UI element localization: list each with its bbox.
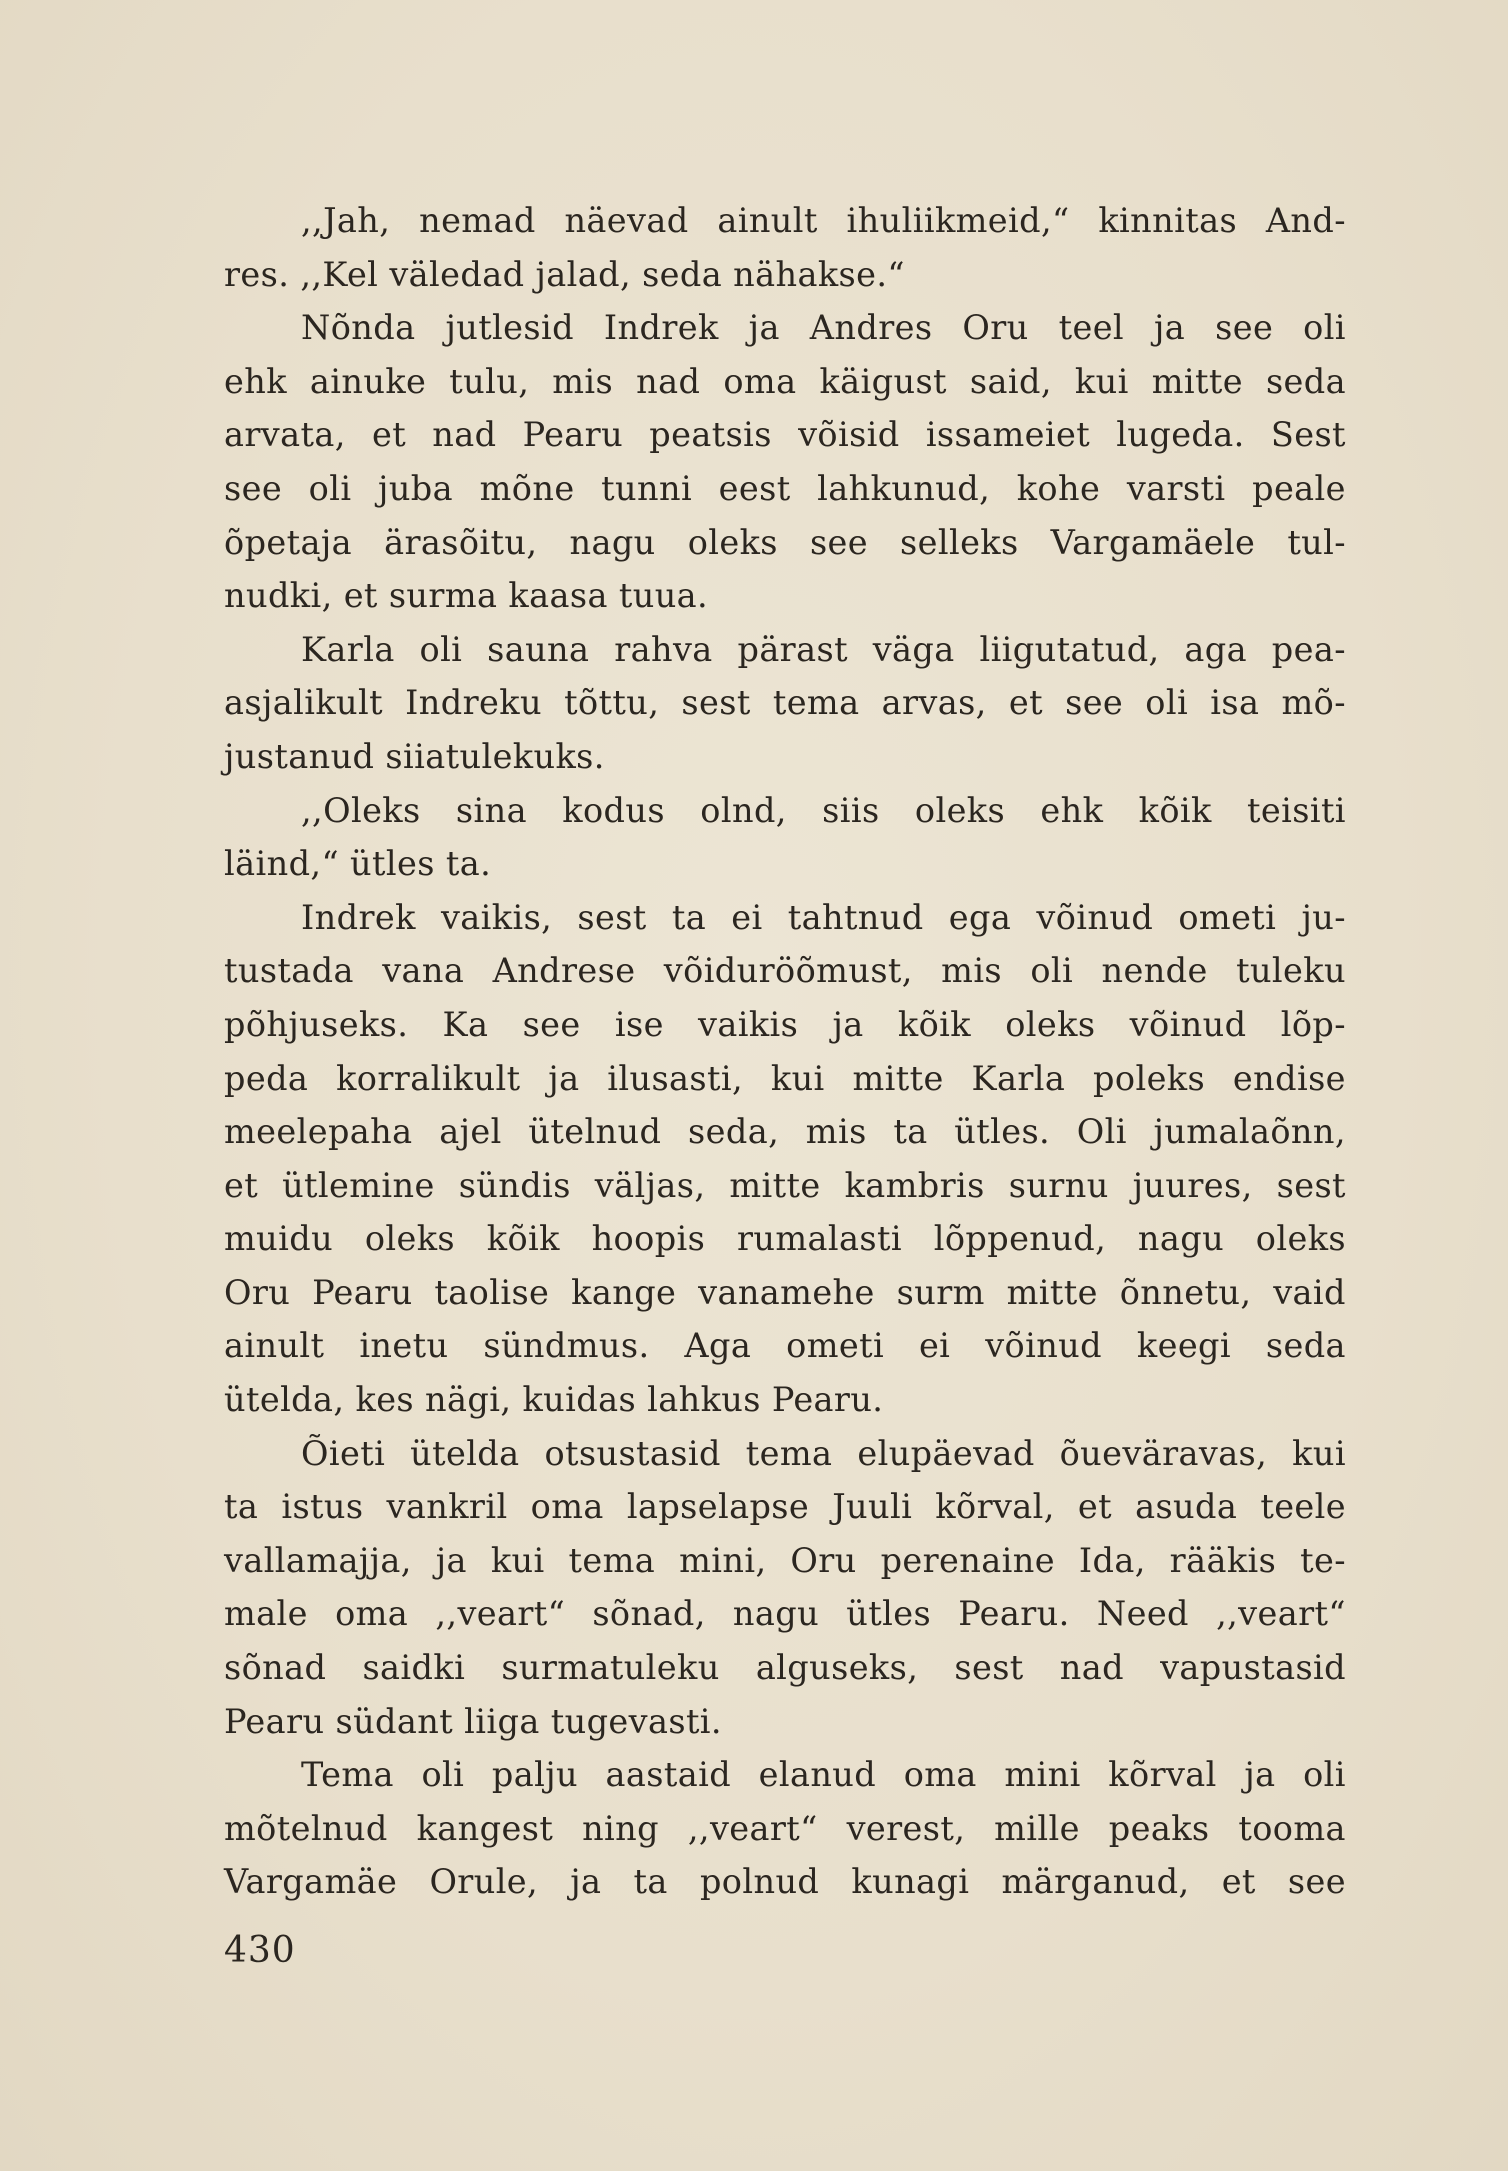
word: ütles.: [954, 1112, 1051, 1152]
word: Oli: [1076, 1112, 1127, 1152]
word: oli: [1303, 308, 1346, 348]
word: palju: [491, 1755, 578, 1795]
word: mitte: [729, 1165, 821, 1205]
word: Ka: [442, 1004, 489, 1044]
text-line: [224, 1427, 1346, 1481]
word: ajel: [439, 1112, 502, 1152]
text-line: justanud siiatulekuks.: [224, 736, 605, 776]
word: eest: [718, 468, 791, 508]
word: ja: [748, 308, 780, 348]
word: nad: [636, 361, 701, 401]
word: ja: [570, 1862, 602, 1902]
word: väljas,: [594, 1165, 706, 1205]
word: oli: [1030, 951, 1074, 991]
word: Orule,: [429, 1862, 539, 1902]
word: isa: [1210, 683, 1260, 723]
word: asjalikult: [224, 683, 384, 723]
word: ei: [918, 1326, 951, 1366]
word: arvata,: [224, 415, 346, 455]
text-line: [224, 1159, 1346, 1213]
word: ju-: [1301, 897, 1346, 937]
word: rumalasti: [736, 1219, 902, 1259]
word: tahtnud: [787, 897, 924, 937]
word: kambris: [844, 1165, 985, 1205]
word: oli: [308, 468, 352, 508]
word: kõik: [486, 1219, 560, 1259]
word: seda: [1265, 361, 1346, 401]
text-line: res. ,,Kel väledad jalad, seda nähakse.“: [224, 254, 905, 294]
word: tunni: [601, 468, 693, 508]
word: oleks: [1005, 1004, 1096, 1044]
text-line: [224, 355, 1346, 409]
word: Andrese: [492, 951, 636, 991]
word: olnd,: [700, 790, 787, 830]
word: ,,veart“: [1216, 1594, 1346, 1634]
text-line: [224, 1748, 1346, 1802]
word: vana: [382, 951, 465, 991]
word: mini,: [679, 1540, 767, 1580]
word: said,: [969, 361, 1052, 401]
word: nagu: [569, 522, 656, 562]
word: see: [1065, 683, 1124, 723]
word: ja: [1154, 308, 1186, 348]
word: oma: [723, 361, 797, 401]
text-line: [224, 1802, 1346, 1856]
word: ometi: [786, 1326, 885, 1366]
word: see: [809, 522, 868, 562]
word: kange: [571, 1272, 677, 1312]
word: mitte: [1006, 1272, 1098, 1312]
text-line: [224, 462, 1346, 516]
word: tema: [568, 1540, 656, 1580]
word: peda: [224, 1058, 309, 1098]
text-line: [224, 1052, 1346, 1106]
word: võinud: [1129, 1004, 1247, 1044]
word: inetu: [359, 1326, 449, 1366]
word: vaid: [1273, 1272, 1346, 1312]
word: õueväravas,: [1059, 1433, 1268, 1473]
word: nagu: [1137, 1219, 1225, 1259]
word: muidu: [224, 1219, 334, 1259]
text-line: [224, 944, 1346, 998]
word: endise: [1232, 1058, 1346, 1098]
word: mõne: [479, 468, 575, 508]
word: märganud,: [1001, 1862, 1190, 1902]
word: peatsis: [649, 415, 772, 455]
word: Vargamäele: [1050, 522, 1256, 562]
word: ja: [1244, 1755, 1276, 1795]
word: jumalaõnn,: [1153, 1112, 1346, 1152]
word: oleks: [1255, 1219, 1346, 1259]
word: siis: [822, 790, 880, 830]
word: kui: [1074, 361, 1129, 401]
word: kõrval: [1108, 1755, 1217, 1795]
text-line: [224, 998, 1346, 1052]
word: Ida,: [1078, 1540, 1146, 1580]
word: et: [371, 415, 407, 455]
word: juures,: [1132, 1165, 1253, 1205]
word: oma: [903, 1755, 977, 1795]
body-text: [224, 194, 1346, 1909]
word: tustada: [224, 951, 354, 991]
word: nemad: [419, 201, 536, 240]
word: polnud: [699, 1862, 820, 1902]
word: oma: [530, 1487, 604, 1527]
text-line: [224, 408, 1346, 462]
word: Need: [1096, 1594, 1189, 1634]
word: Nõnda: [301, 308, 416, 348]
word: And-: [1265, 201, 1346, 240]
word: verest,: [846, 1808, 966, 1848]
word: vaikis,: [440, 897, 553, 937]
word: teisiti: [1247, 790, 1346, 830]
text-line: [224, 301, 1346, 355]
word: ütelnud: [528, 1112, 662, 1152]
word: et: [1077, 1487, 1113, 1527]
word: ega: [948, 897, 1012, 937]
text-line: [224, 1587, 1346, 1641]
text-line: ütelda, kes nägi, kuidas lahkus Pearu.: [224, 1380, 884, 1420]
word: vankril: [386, 1487, 508, 1527]
word: tema: [772, 683, 860, 723]
word: õpetaja: [224, 522, 353, 562]
word: sõnad: [224, 1648, 327, 1688]
word: mõ-: [1281, 683, 1346, 723]
word: ,,veart“: [687, 1808, 818, 1848]
word: ning: [582, 1808, 659, 1848]
word: Andres: [809, 308, 933, 348]
word: pärast: [737, 629, 848, 669]
word: see: [224, 468, 283, 508]
word: nad: [432, 415, 497, 455]
text-line: [224, 676, 1346, 730]
word: lõp-: [1280, 1004, 1346, 1044]
text-line: [224, 1480, 1346, 1534]
word: juba: [378, 468, 454, 508]
word: võinud: [1036, 897, 1154, 937]
word: sündmus.: [483, 1326, 650, 1366]
text-line: [224, 1855, 1346, 1909]
word: kodus: [562, 790, 665, 830]
word: Karla: [301, 629, 395, 669]
word: saidki: [362, 1648, 466, 1688]
word: sest: [681, 683, 751, 723]
word: kui: [1292, 1433, 1346, 1473]
word: otsustasid: [544, 1433, 721, 1473]
word: teel: [1058, 308, 1125, 348]
text-line: Pearu südant liiga tugevasti.: [224, 1701, 722, 1741]
text-line: [224, 891, 1346, 945]
word: see: [1215, 308, 1274, 348]
word: peaks: [1108, 1808, 1210, 1848]
word: mini: [1004, 1755, 1081, 1795]
word: ei: [731, 897, 763, 937]
word: mis: [805, 1112, 867, 1152]
word: sina: [455, 790, 527, 830]
word: nagu: [732, 1594, 820, 1634]
word: mille: [994, 1808, 1080, 1848]
word: vaikis: [698, 1004, 799, 1044]
page-number: 430: [224, 1930, 296, 1971]
word: ütles: [846, 1594, 932, 1634]
word: rääkis: [1169, 1540, 1277, 1580]
word: vanamehe: [698, 1272, 875, 1312]
word: ,,Oleks: [301, 790, 421, 830]
word: võisid: [798, 415, 900, 455]
word: väga: [872, 629, 955, 669]
word: te-: [1300, 1540, 1346, 1580]
word: kui: [770, 1058, 825, 1098]
text-line: [224, 1105, 1346, 1159]
text-line: [224, 1534, 1346, 1588]
word: oli: [419, 629, 463, 669]
word: oleks: [687, 522, 778, 562]
word: ilusasti,: [607, 1058, 744, 1098]
word: ehk: [1040, 790, 1104, 830]
word: nad: [1059, 1648, 1124, 1688]
word: võinud: [985, 1326, 1102, 1366]
word: ütlemine: [282, 1165, 435, 1205]
word: taolise: [434, 1272, 550, 1312]
word: mitte: [852, 1058, 944, 1098]
word: sest: [577, 897, 647, 937]
word: tõttu,: [564, 683, 660, 723]
word: oli: [1303, 1755, 1346, 1795]
word: Aga: [684, 1326, 752, 1366]
word: ,,Jah,: [301, 201, 391, 240]
word: issameiet: [925, 415, 1091, 455]
word: põhjuseks.: [224, 1004, 409, 1044]
word: lapselapse: [626, 1487, 810, 1527]
word: Vargamäe: [224, 1862, 398, 1902]
word: sõnad,: [592, 1594, 706, 1634]
word: teele: [1260, 1487, 1346, 1527]
word: ja: [548, 1058, 580, 1098]
word: aga: [1184, 629, 1247, 669]
word: ta: [224, 1487, 259, 1527]
word: Oru: [224, 1272, 291, 1312]
word: mis: [552, 361, 614, 401]
word: ainult: [224, 1326, 325, 1366]
word: Oru: [962, 308, 1029, 348]
word: oli: [421, 1755, 465, 1795]
text-line: nudki, et surma kaasa tuua.: [224, 576, 709, 616]
word: vapustasid: [1160, 1648, 1346, 1688]
word: ainult: [717, 201, 818, 240]
word: oleks: [914, 790, 1006, 830]
word: ehk: [224, 361, 287, 401]
word: tulu,: [449, 361, 530, 401]
word: poleks: [1093, 1058, 1206, 1098]
word: Oru: [790, 1540, 857, 1580]
word: ihuliikmeid,“: [846, 201, 1070, 240]
word: oleks: [364, 1219, 456, 1259]
word: peale: [1252, 468, 1346, 508]
word: Õieti: [301, 1433, 386, 1473]
word: liigutatud,: [979, 629, 1160, 669]
word: mõtelnud: [224, 1808, 388, 1848]
text-line: [224, 1641, 1346, 1695]
word: ta: [893, 1112, 928, 1152]
word: kõrval,: [935, 1487, 1055, 1527]
word: lõppenud,: [933, 1219, 1107, 1259]
word: see: [522, 1004, 581, 1044]
word: mis: [941, 951, 1003, 991]
word: korralikult: [336, 1058, 521, 1098]
word: kinnitas: [1098, 201, 1238, 240]
word: jutlesid: [445, 308, 574, 348]
word: surnu: [1008, 1165, 1109, 1205]
word: kangest: [416, 1808, 554, 1848]
word: lahkunud,: [817, 468, 991, 508]
word: meelepaha: [224, 1112, 413, 1152]
word: ta: [671, 897, 707, 937]
word: tul-: [1287, 522, 1346, 562]
word: käigust: [819, 361, 947, 401]
word: alguseks,: [755, 1648, 919, 1688]
word: rahva: [614, 629, 713, 669]
word: selleks: [900, 522, 1019, 562]
word: keegi: [1136, 1326, 1231, 1366]
word: kõik: [897, 1004, 971, 1044]
word: asuda: [1135, 1487, 1238, 1527]
word: Indrek: [301, 897, 416, 937]
word: Juuli: [832, 1487, 913, 1527]
word: Karla: [971, 1058, 1066, 1098]
word: kunagi: [851, 1862, 970, 1902]
word: lugeda.: [1116, 415, 1245, 455]
word: tema: [745, 1433, 833, 1473]
word: mitte: [1151, 361, 1243, 401]
word: Pearu: [522, 415, 624, 455]
word: sest: [954, 1648, 1024, 1688]
word: Indreku: [405, 683, 542, 723]
word: perenaine: [880, 1540, 1055, 1580]
word: oma: [335, 1594, 409, 1634]
word: ometi: [1178, 897, 1277, 937]
word: Sest: [1270, 415, 1346, 455]
word: istus: [281, 1487, 364, 1527]
text-line: [224, 1319, 1346, 1373]
word: võiduröõmust,: [663, 951, 913, 991]
word: elupäevad: [857, 1433, 1035, 1473]
word: kui: [490, 1540, 545, 1580]
word: elanud: [758, 1755, 877, 1795]
word: nende: [1101, 951, 1208, 991]
word: Pearu: [312, 1272, 413, 1312]
word: aastaid: [605, 1755, 732, 1795]
word: Indrek: [603, 308, 719, 348]
text-line: läind,“ ütles ta.: [224, 844, 492, 884]
word: näevad: [564, 201, 689, 240]
word: sest: [1276, 1165, 1346, 1205]
word: ainuke: [309, 361, 427, 401]
word: seda: [1265, 1326, 1346, 1366]
word: pea-: [1271, 629, 1346, 669]
word: sündis: [458, 1165, 571, 1205]
text-line: [224, 516, 1346, 570]
word: ta: [633, 1862, 668, 1902]
word: ärasõitu,: [384, 522, 538, 562]
word: kohe: [1016, 468, 1101, 508]
word: õnnetu,: [1119, 1272, 1252, 1312]
word: see: [1287, 1862, 1346, 1902]
word: Tema: [301, 1755, 394, 1795]
word: vallamajja,: [224, 1540, 412, 1580]
word: et: [1008, 683, 1043, 723]
word: et: [224, 1165, 259, 1205]
word: ja: [832, 1004, 864, 1044]
word: ütelda: [410, 1433, 520, 1473]
text-line: [224, 1212, 1346, 1266]
word: seda,: [688, 1112, 780, 1152]
word: arvas,: [881, 683, 987, 723]
word: sauna: [487, 629, 590, 669]
word: male: [224, 1594, 308, 1634]
text-line: [224, 623, 1346, 677]
text-line: [224, 784, 1346, 838]
text-line: [224, 194, 1346, 248]
word: tooma: [1238, 1808, 1346, 1848]
word: kõik: [1138, 790, 1212, 830]
word: ,,veart“: [435, 1594, 566, 1634]
word: ise: [614, 1004, 664, 1044]
text-line: [224, 1266, 1346, 1320]
word: tuleku: [1236, 951, 1346, 991]
word: oli: [1145, 683, 1189, 723]
word: et: [1221, 1862, 1256, 1902]
word: Pearu.: [958, 1594, 1070, 1634]
word: surm: [896, 1272, 985, 1312]
word: varsti: [1126, 468, 1226, 508]
word: surmatuleku: [501, 1648, 720, 1688]
word: ja: [435, 1540, 467, 1580]
word: hoopis: [591, 1219, 706, 1259]
